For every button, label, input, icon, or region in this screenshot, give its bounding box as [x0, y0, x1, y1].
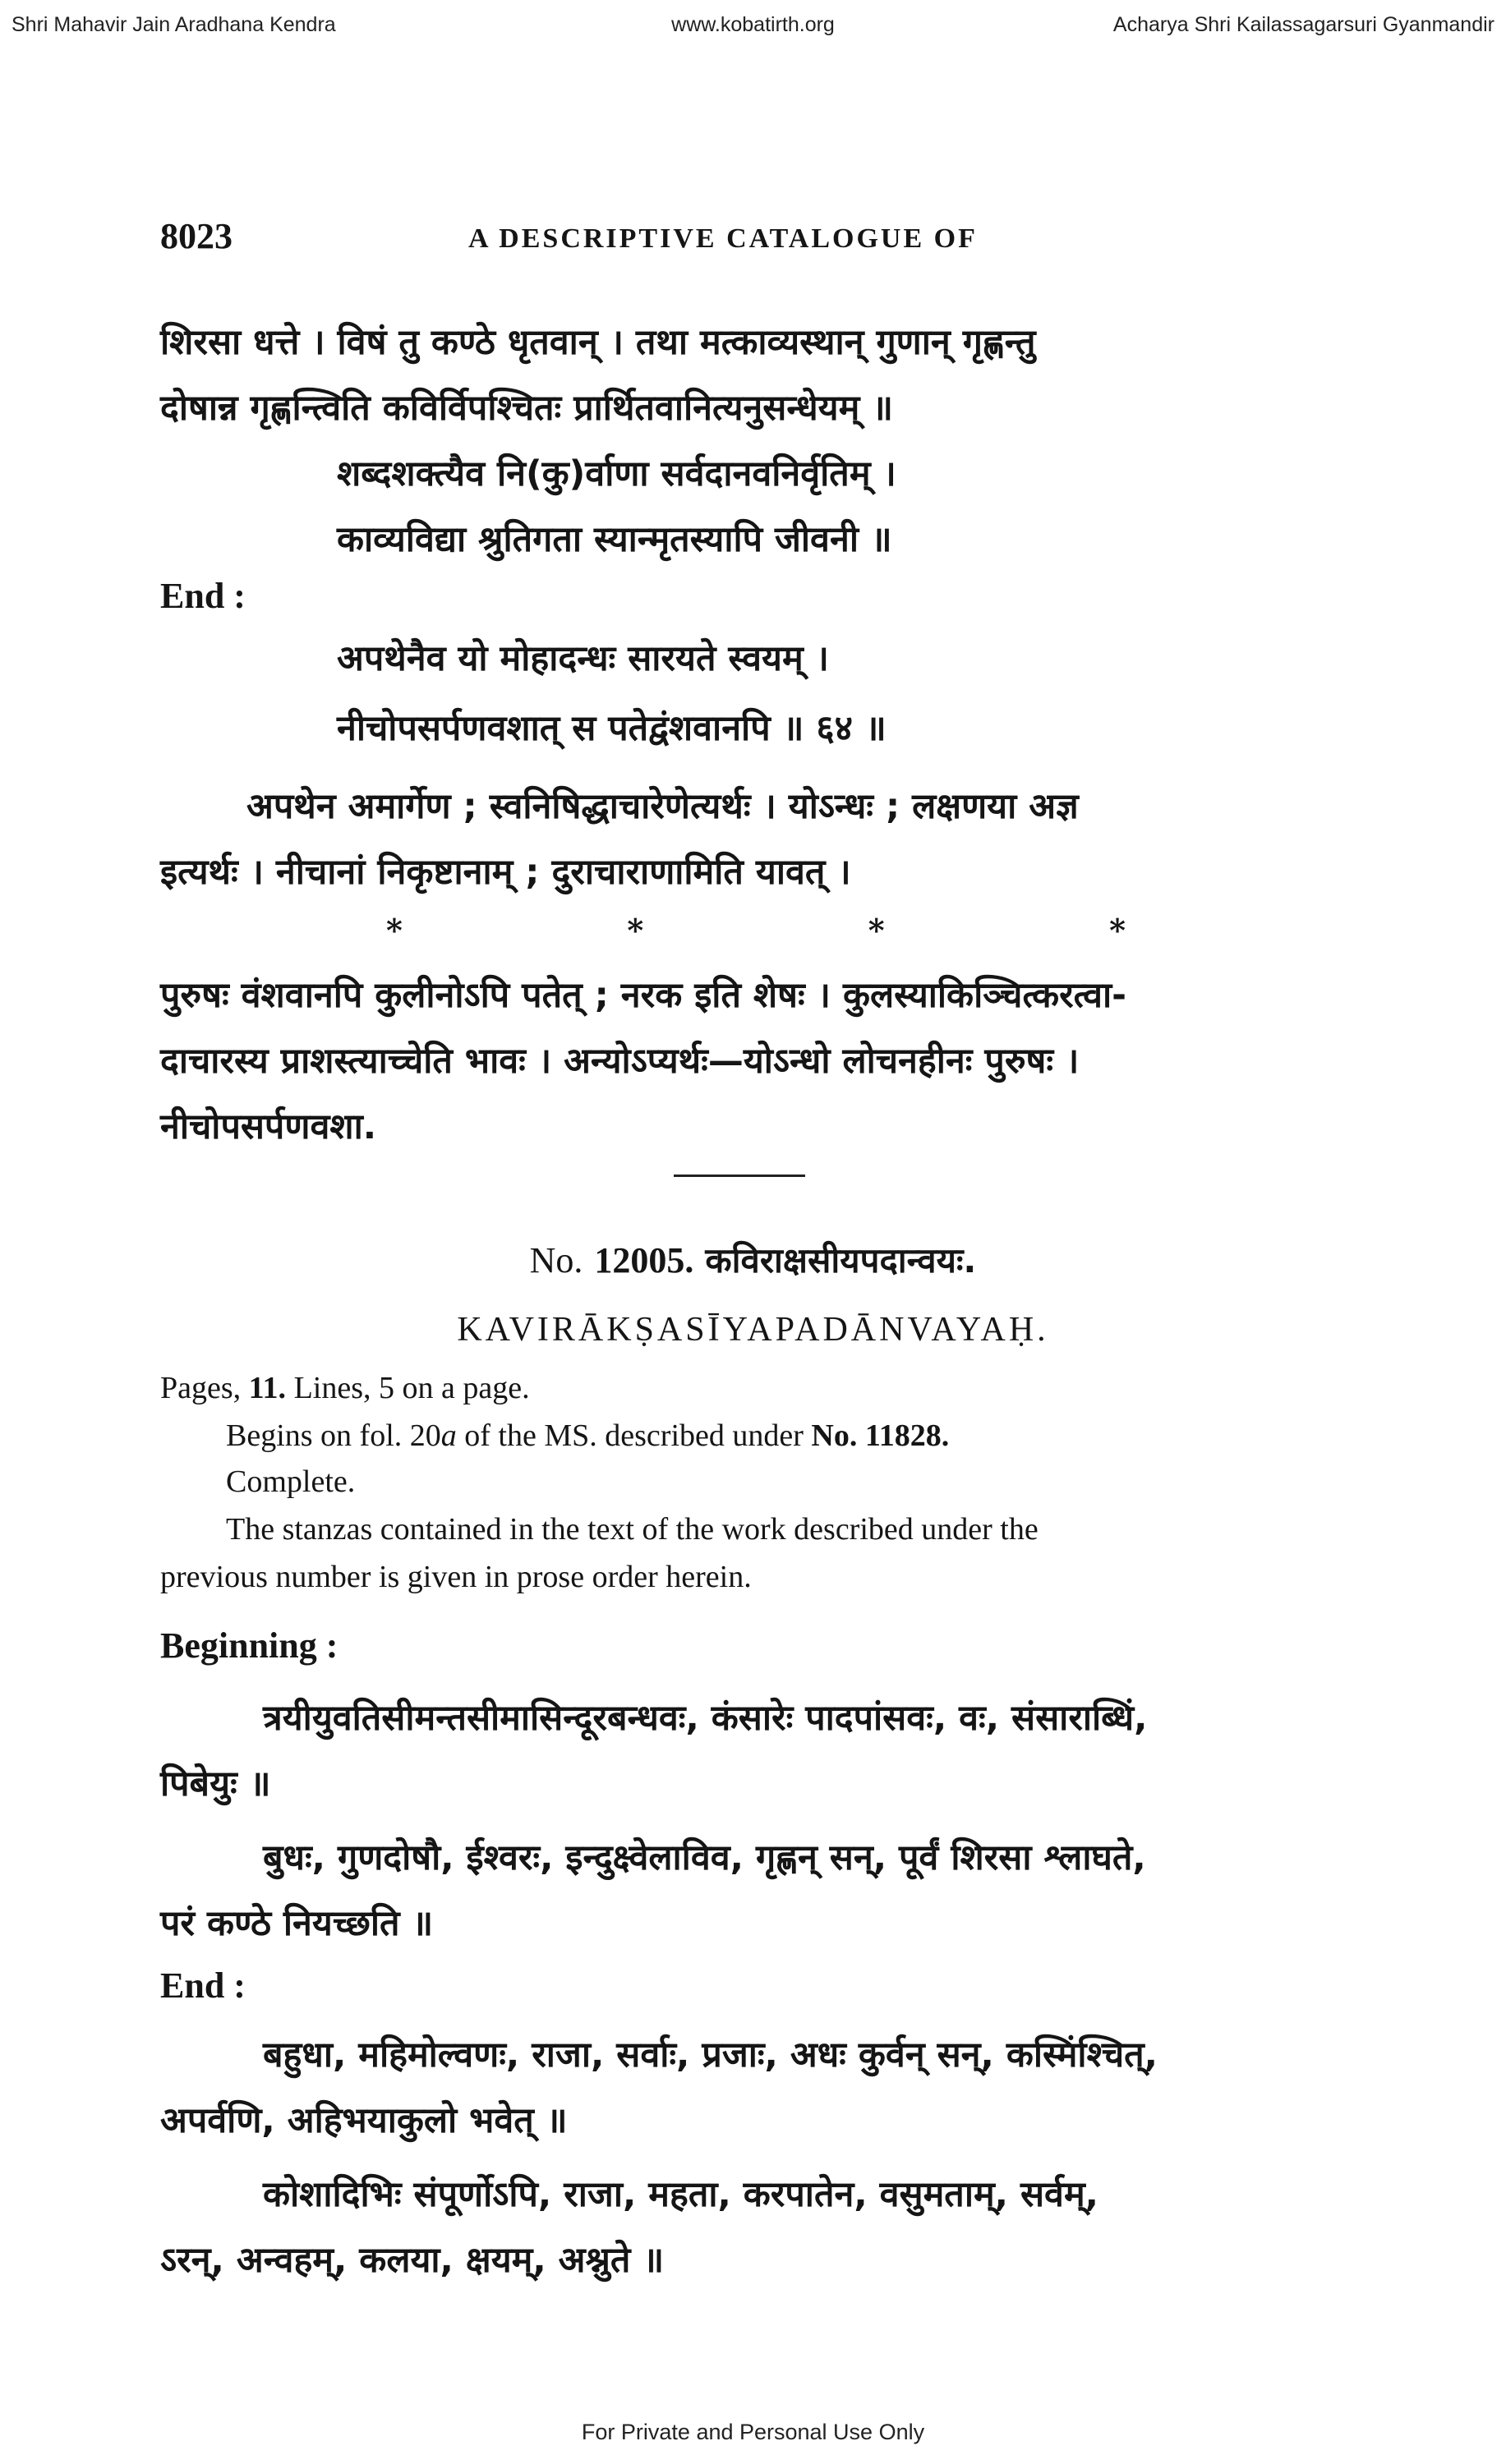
meta-pages-label: Pages, [160, 1371, 249, 1405]
meta-lines: Lines, 5 on a page. [286, 1371, 530, 1405]
page-number: 8023 [160, 216, 233, 256]
begins-ref: No. 11828. [811, 1418, 950, 1453]
prev-line-2: दोषान्न गृह्णन्त्विति कविर्विपश्चितः प्रार्थितवानित्यनुसन्धेयम् ॥ [160, 388, 894, 429]
prev-after-1: पुरुषः वंशवानपि कुलीनोऽपि पतेत् ; नरक इति शेषः । कुलस्याकिञ्चित्करत्वा- [160, 975, 1126, 1016]
end-line-2: अपर्वणि, अहिभयाकुलो भवेत् ॥ [160, 2100, 568, 2141]
entry-devanagari-title: कविराक्षसीयपदान्वयः. [705, 1240, 977, 1280]
begins-pre: Begins on fol. 20 [226, 1418, 441, 1453]
prev-end-verse-1: अपथेनैव यो मोहादन्धः सारयते स्वयम् । [337, 638, 829, 679]
beginning-label: Beginning : [160, 1625, 339, 1666]
end-line-1: बहुधा, महिमोल्वणः, राजा, सर्वाः, प्रजाः, अधः कुर्वन् सन्, कस्मिंश्चित्, [263, 2034, 1158, 2076]
header-center-url[interactable]: www.kobatirth.org [671, 13, 835, 36]
prev-verse-2: काव्यविद्या श्रुतिगता स्यान्मृतस्यापि जीवनी ॥ [337, 519, 892, 560]
prev-commentary-2: इत्यर्थः । नीचानां निकृष्टानाम् ; दुराचाराणामिति यावत् । [160, 852, 851, 893]
entry-divider [674, 1175, 805, 1177]
star-2: * [627, 912, 644, 949]
star-1: * [386, 912, 403, 949]
entry-note-1: The stanzas contained in the text of the work described under the [226, 1512, 1039, 1547]
entry-heading [0, 1236, 1506, 1283]
prev-after-2: दाचारस्य प्राशस्त्याच्चेति भावः । अन्योऽप्यर्थः—योऽन्धो लोचनहीनः पुरुषः । [160, 1041, 1080, 1082]
page-footer: For Private and Personal Use Only [581, 2420, 925, 2444]
end-line-4: ऽरन्, अन्वहम्, कलया, क्षयम्, अश्नुते ॥ [160, 2240, 665, 2281]
begins-folio-side: a [440, 1418, 457, 1453]
end-line-3: कोशादिभिः संपूर्णोऽपि, राजा, महता, करपातेन, वसुमताम्, सर्वम्, [263, 2174, 1098, 2215]
begins-post: of the MS. described under [456, 1418, 812, 1453]
running-head: A DESCRIPTIVE CATALOGUE OF [468, 223, 978, 254]
beginning-line-1: त्रयीयुवतिसीमन्तसीमासिन्दूरबन्धवः, कंसारेः पादपांसवः, वः, संसाराब्धिं, [263, 1698, 1148, 1739]
section-stars [386, 912, 1126, 949]
entry-roman-title: KAVIRĀKṢASĪYAPADĀNVAYAḤ. [457, 1311, 1049, 1349]
star-3: * [868, 912, 885, 949]
prev-line-1: शिरसा धत्ते । विषं तु कण्ठे धृतवान् । तथा मत्काव्यस्थान् गुणान् गृह्णन्तु [160, 322, 1036, 363]
star-4: * [1109, 912, 1126, 949]
header-left-text: Shri Mahavir Jain Aradhana Kendra [12, 13, 336, 36]
entry-no-prefix: No. [529, 1240, 583, 1280]
entry-meta [160, 1370, 530, 1406]
entry-number: 12005. [594, 1240, 694, 1280]
entry-begins [226, 1418, 949, 1454]
header-right-text: Acharya Shri Kailassagarsuri Gyanmandir [1112, 13, 1494, 36]
prev-after-3: नीचोपसर्पणवशा. [160, 1106, 377, 1147]
beginning-line-3: बुधः, गुणदोषौ, ईश्वरः, इन्दुक्ष्वेलाविव, गृह्णन् सन्, पूर्वं शिरसा श्लाघते, [263, 1837, 1146, 1878]
entry-complete: Complete. [226, 1464, 356, 1499]
prev-verse-1: शब्दशक्त्यैव नि(कु)र्वाणा सर्वदानवनिर्वृतिम् । [337, 453, 896, 494]
prev-end-verse-2: नीचोपसर्पणवशात् स पतेद्वंशवानपि ॥ ६४ ॥ [337, 708, 887, 749]
prev-end-label: End : [160, 576, 246, 616]
beginning-line-2: पिबेयुः ॥ [160, 1763, 271, 1804]
prev-commentary-1: अपथेन अमार्गेण ; स्वनिषिद्धाचारेणेत्यर्थः । योऽन्धः ; लक्षणया अज्ञ [246, 786, 1079, 827]
entry-note-2: previous number is given in prose order herein. [160, 1560, 752, 1594]
meta-pages-value: 11. [248, 1371, 287, 1405]
beginning-line-4: परं कण्ठे नियच्छति ॥ [160, 1903, 434, 1944]
end-label: End : [160, 1965, 246, 2006]
